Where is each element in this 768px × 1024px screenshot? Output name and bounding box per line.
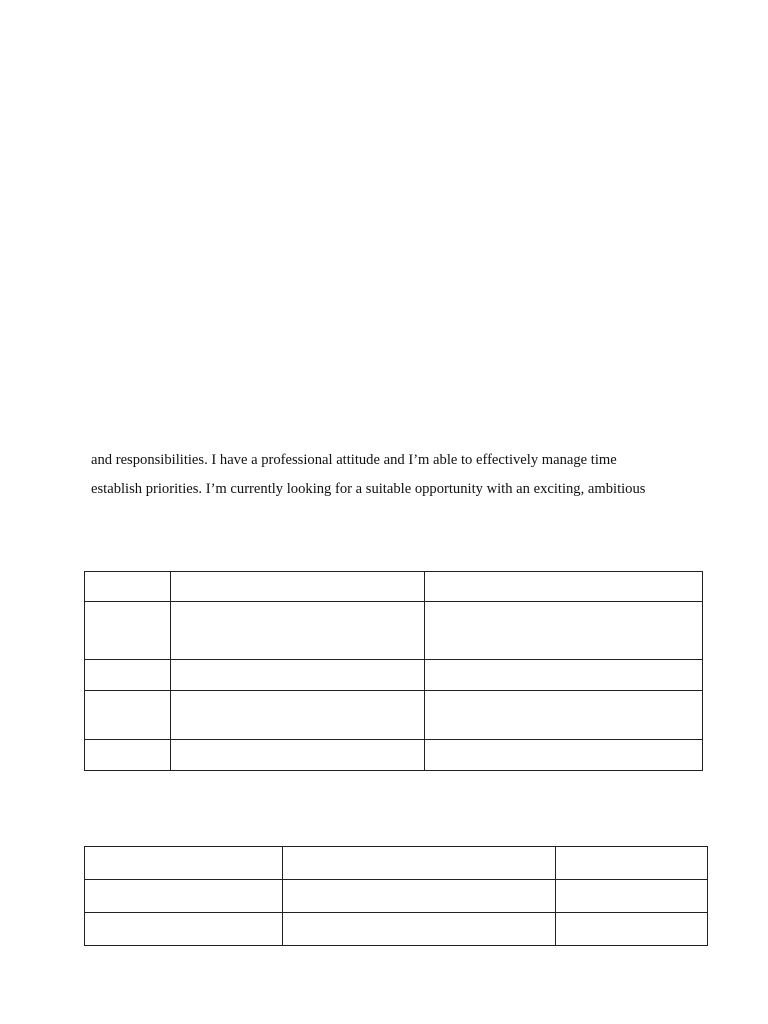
table-row [85, 913, 708, 946]
table-cell [85, 740, 171, 771]
table-cell [283, 913, 556, 946]
table-cell [556, 880, 708, 913]
table-cell [85, 847, 283, 880]
table-row [85, 572, 703, 602]
table-cell [425, 602, 703, 660]
table-cell [283, 880, 556, 913]
table-cell [171, 572, 425, 602]
table-cell [425, 572, 703, 602]
table-row [85, 740, 703, 771]
paragraph-line-1: and responsibilities. I have a professional attitude and I’m able to effectively manage time [91, 452, 617, 468]
table-cell [85, 880, 283, 913]
table-cell [556, 847, 708, 880]
table-cell [171, 691, 425, 740]
table-cell [283, 847, 556, 880]
empty-table-2 [84, 846, 708, 946]
table-row [85, 880, 708, 913]
empty-table-1 [84, 571, 703, 771]
table-cell [85, 913, 283, 946]
table-cell [425, 740, 703, 771]
table-row [85, 602, 703, 660]
table-cell [425, 660, 703, 691]
table-row [85, 691, 703, 740]
table-row [85, 847, 708, 880]
table-cell [425, 691, 703, 740]
body-paragraph [91, 446, 731, 504]
table-cell [85, 660, 171, 691]
table-cell [171, 740, 425, 771]
table-cell [556, 913, 708, 946]
table-cell [85, 691, 171, 740]
table-row [85, 660, 703, 691]
table-cell [85, 572, 171, 602]
table-cell [171, 660, 425, 691]
paragraph-line-2: establish priorities. I’m currently looking for a suitable opportunity with an exciting, ambitious [91, 481, 646, 497]
table-cell [85, 602, 171, 660]
table-cell [171, 602, 425, 660]
